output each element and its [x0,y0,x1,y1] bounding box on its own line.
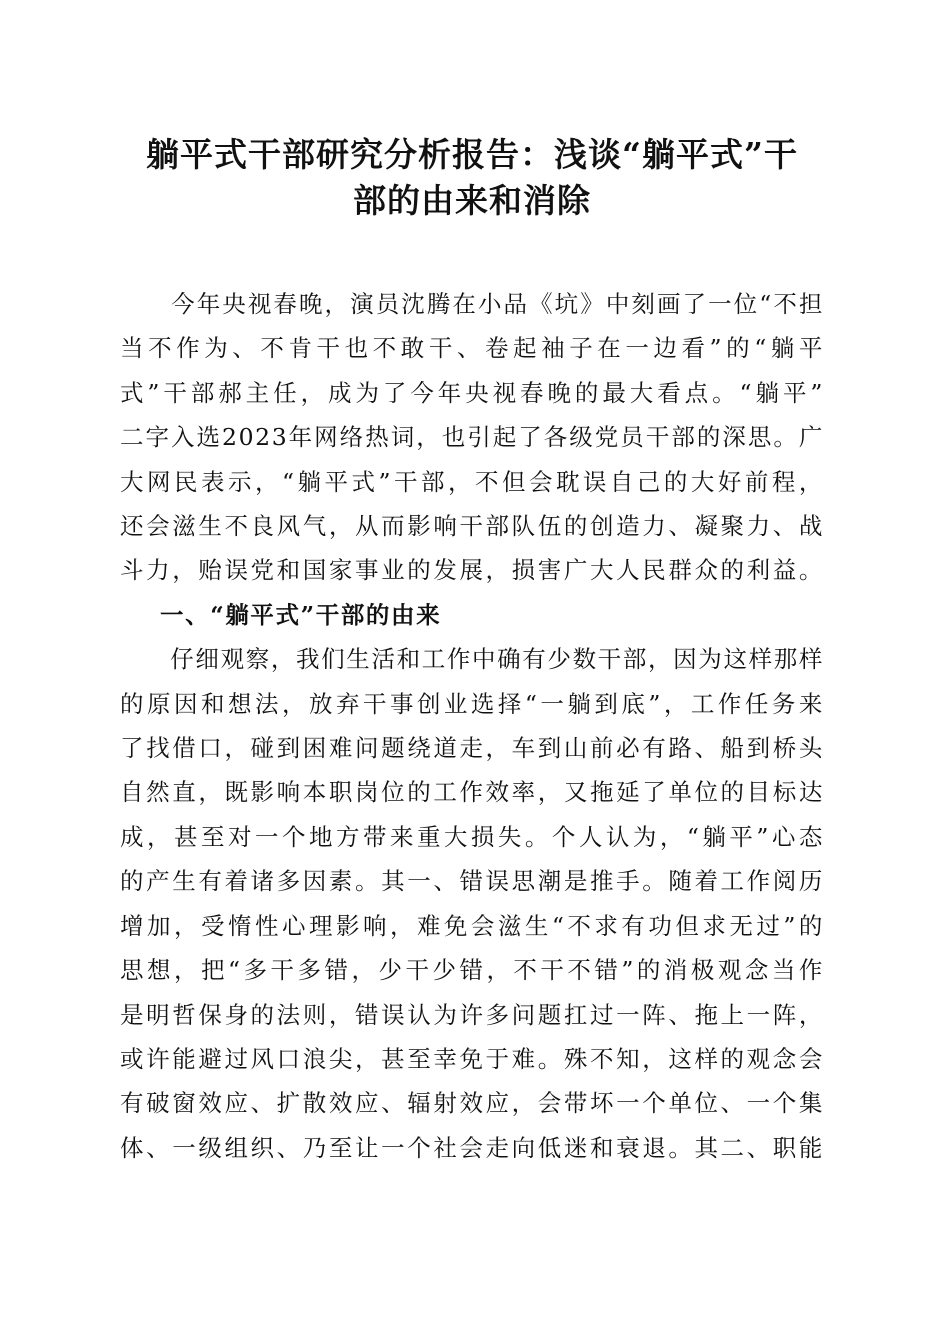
paragraph-line: 的产生有着诸多因素。其一、错误思潮是推手。随着工作阅历 [120,867,824,896]
paragraph-line: 的原因和想法，放弃干事创业选择“一躺到底”，工作任务来 [120,689,824,718]
document-title [120,132,824,224]
paragraph-line: 成，甚至对一个地方带来重大损失。个人认为，“躺平”心态 [120,822,824,851]
paragraph-line: 思想，把“多干多错，少干少错，不干不错”的消极观念当作 [120,956,824,985]
paragraph-line: 是明哲保身的法则，错误认为许多问题扛过一阵、拖上一阵， [120,1000,824,1029]
paragraph-line: 体、一级组织、乃至让一个社会走向低迷和衰退。其二、职能 [120,1133,824,1162]
document-body [120,282,824,1170]
paragraph-line: 了找借口，碰到困难问题绕道走，车到山前必有路、船到桥头 [120,734,824,763]
paragraph-line: 有破窗效应、扩散效应、辐射效应，会带坏一个单位、一个集 [120,1089,824,1118]
paragraph-line: 或许能避过风口浪尖，甚至幸免于难。殊不知，这样的观念会 [120,1044,824,1073]
paragraph-intro [120,282,824,593]
title-line-1: 躺平式干部研究分析报告：浅谈“躺平式”干 [146,135,798,174]
paragraph-line: 自然直，既影响本职岗位的工作效率，又拖延了单位的目标达 [120,778,824,807]
paragraph-line: 二字入选2023年网络热词，也引起了各级党员干部的深思。广 [120,423,824,452]
paragraph-line: 式”干部郝主任，成为了今年央视春晚的最大看点。“躺平” [120,378,824,407]
paragraph-origin [120,637,824,1170]
section-heading: 一、“躺平式”干部的由来 [160,600,442,629]
paragraph-line: 还会滋生不良风气，从而影响干部队伍的创造力、凝聚力、战 [120,512,824,541]
title-line-2: 部的由来和消除 [353,181,591,220]
document-page [120,132,824,1170]
paragraph-line: 仔细观察，我们生活和工作中确有少数干部，因为这样那样 [120,645,824,674]
paragraph-line: 增加，受惰性心理影响，难免会滋生“不求有功但求无过”的 [120,911,824,940]
paragraph-line: 当不作为、不肯干也不敢干、卷起袖子在一边看”的“躺平 [120,334,824,363]
paragraph-line: 斗力，贻误党和国家事业的发展，损害广大人民群众的利益。 [120,556,824,585]
paragraph-line: 大网民表示，“躺平式”干部，不但会耽误自己的大好前程， [120,467,824,496]
paragraph-line: 今年央视春晚，演员沈腾在小品《坑》中刻画了一位“不担 [120,290,824,318]
